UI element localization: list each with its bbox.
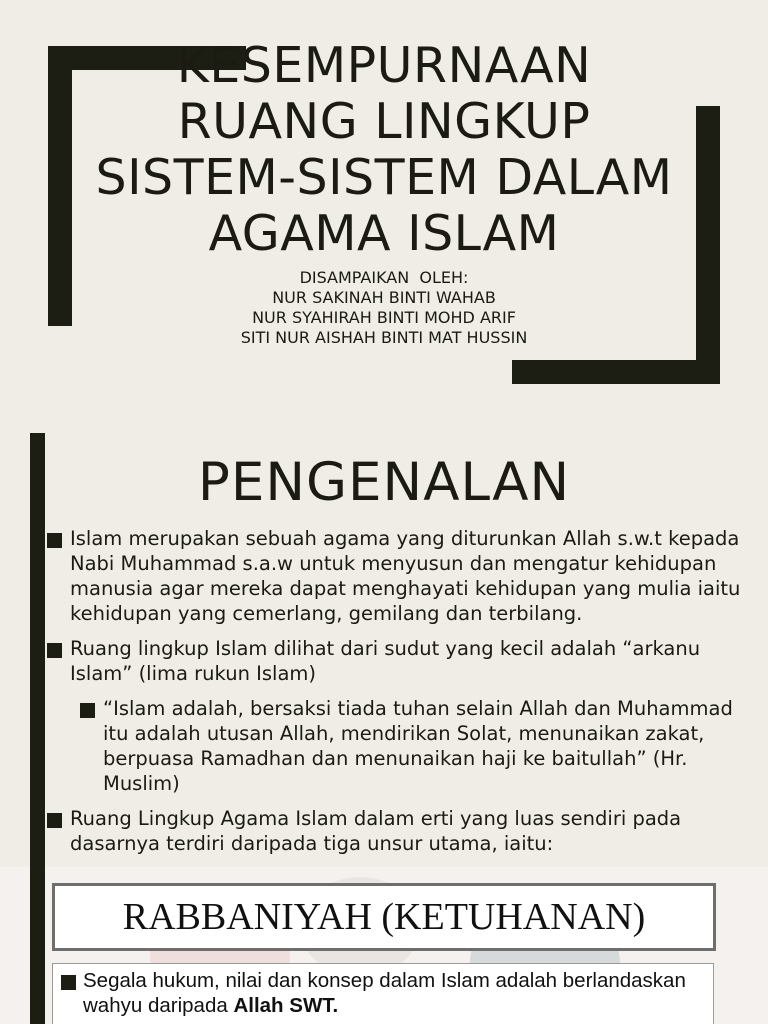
bullet-text: Segala hukum, nilai dan konsep dalam Islam adalah berlandaskan wahyu daripada [83,969,686,1017]
introduction-slide [0,420,768,867]
title-line: AGAMA ISLAM [208,205,560,262]
title-line: KESEMPURNAAN [176,37,592,94]
bullet-text: Islam merupakan sebuah agama yang diturunkan Allah s.w.t kepada Nabi Muhammad s.a.w untuk menyusun dan mengatur kehidupan manusia agar mereka dapat menghayati kehidupan yang mulia iaitu kehidupan yang cemerlang, gemilang dan terbilang. [70,527,741,625]
list-item [47,526,759,626]
slide-title: RABBANIYAH (KETUHANAN) [122,896,646,938]
square-bullet-icon [61,975,76,990]
rabbaniyah-slide [0,867,768,1024]
bullet-text: Ruang lingkup Islam dilihat dari sudut yang kecil adalah “arkanu Islam” (lima rukun Islam) [70,637,701,685]
presenter-block [40,268,728,348]
list-item [47,806,759,856]
presentation-title [40,38,728,262]
presenter-name: NUR SYAHIRAH BINTI MOHD ARIF [252,308,516,327]
presenter-name: NUR SAKINAH BINTI WAHAB [272,288,496,307]
list-item [47,636,759,686]
left-accent-bar [30,867,45,1024]
presenter-name: SITI NUR AISHAH BINTI MAT HUSSIN [240,328,528,347]
title-slide [0,0,768,420]
bullet-text: Ruang Lingkup Agama Islam dalam erti yang luas sendiri pada dasarnya terdiri daripada tiga unsur utama, iaitu: [70,807,682,855]
slide-title: PENGENALAN [197,452,571,513]
square-bullet-icon [47,533,62,548]
bullet-text: “Islam adalah, bersaksi tiada tuhan selain Allah dan Muhammad itu adalah utusan Allah, mendirikan Solat, menunaikan zakat, berpuasa Ramadhan dan menunaikan haji ke baitullah” (Hr. Muslim) [103,697,733,795]
list-item [61,968,705,1018]
square-bullet-icon [47,643,62,658]
title-line: SISTEM-SISTEM DALAM [95,149,673,206]
presenter-heading: DISAMPAIKAN OLEH: [299,268,469,287]
content-box [52,963,714,1024]
bullet-bold-text: Allah SWT. [233,994,339,1017]
title-line: RUANG LINGKUP [177,93,591,150]
bullet-list [47,526,759,866]
square-bullet-icon [47,813,62,828]
frame-bottom-right-horizontal [512,360,720,384]
list-item [80,696,759,796]
title-box [52,883,716,951]
square-bullet-icon [80,703,95,718]
